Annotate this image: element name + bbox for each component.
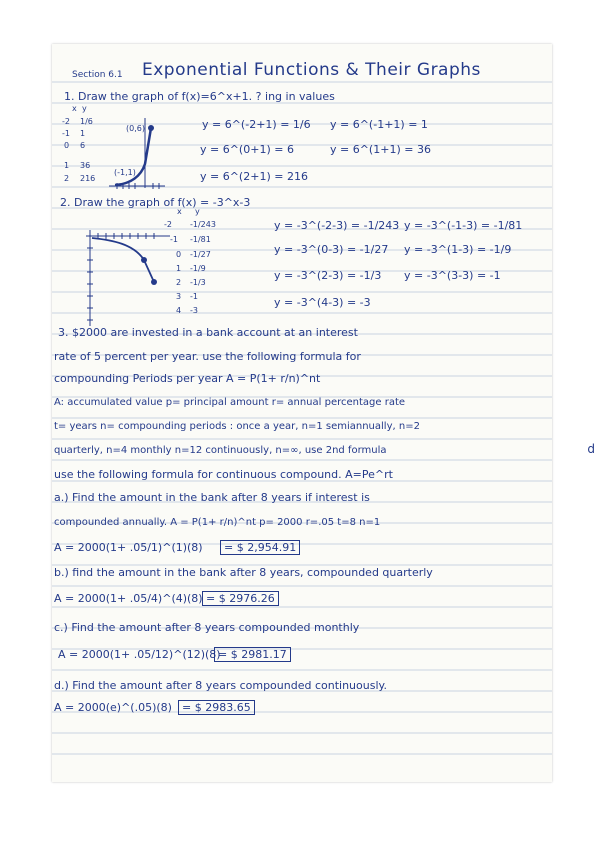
part-d-answer: = $ 2983.65 bbox=[178, 700, 255, 715]
p2-table-header-y: y bbox=[195, 207, 200, 216]
p2-point-a bbox=[141, 257, 147, 263]
p2-x-1: -1 bbox=[170, 235, 178, 244]
p3-line-4: t= years n= compounding periods : once a year, n=1 semiannually, n=2 bbox=[54, 421, 420, 432]
p2-calc-5: y = -3^(3-3) = -1 bbox=[404, 269, 501, 282]
p3-line-0: 3. $2000 are invested in a bank account at an interest bbox=[58, 326, 358, 339]
p1-table-header-y: y bbox=[82, 104, 87, 113]
p2-calc-4: y = -3^(2-3) = -1/3 bbox=[274, 269, 382, 282]
part-d-work: A = 2000(e)^(.05)(8) bbox=[54, 701, 172, 714]
p2-x-2: 0 bbox=[176, 250, 182, 259]
part-c-answer: = $ 2981.17 bbox=[214, 647, 291, 662]
p2-calc-2: y = -3^(0-3) = -1/27 bbox=[274, 243, 389, 256]
p3-line-5: quarterly, n=4 monthly n=12 continuously, n=∞, use 2nd formula bbox=[54, 445, 387, 456]
part-a-question-cont: compounded annually. A = P(1+ r/n)^nt p= 2000 r=.05 t=8 n=1 bbox=[54, 517, 381, 528]
p1-table-header-x: x bbox=[72, 104, 77, 113]
p1-y-4: 216 bbox=[80, 174, 96, 183]
p2-y-6: -3 bbox=[190, 306, 198, 315]
p1-x-2: 0 bbox=[64, 141, 70, 150]
p2-x-5: 3 bbox=[176, 292, 182, 301]
p2-y-2: -1/27 bbox=[190, 250, 211, 259]
p1-calc-4: y = 6^(2+1) = 216 bbox=[200, 170, 308, 183]
p1-x-0: -2 bbox=[62, 117, 70, 126]
section-label: Section 6.1 bbox=[72, 70, 123, 80]
p3-line-2: compounding Periods per year A = P(1+ r/n)^nt bbox=[54, 372, 321, 385]
notebook-page bbox=[52, 44, 552, 782]
problem2-prompt: 2. Draw the graph of f(x) = -3^x-3 bbox=[60, 196, 251, 209]
p2-y-0: -1/243 bbox=[190, 220, 216, 229]
part-d-question: d.) Find the amount after 8 years compounded continuously. bbox=[54, 679, 387, 692]
page-title: Exponential Functions & Their Graphs bbox=[142, 60, 481, 80]
p2-table-header-x: x bbox=[177, 207, 182, 216]
p2-calc-6: y = -3^(4-3) = -3 bbox=[274, 296, 371, 309]
p1-y-3: 36 bbox=[80, 161, 91, 170]
part-c-question: c.) Find the amount after 8 years compounded monthly bbox=[54, 621, 360, 634]
p1-x-1: -1 bbox=[62, 129, 70, 138]
p2-point-b bbox=[151, 279, 157, 285]
part-a-answer: = $ 2,954.91 bbox=[220, 540, 300, 555]
p2-calc-3: y = -3^(1-3) = -1/9 bbox=[404, 243, 512, 256]
p1-point-label-b: (-1,1) bbox=[114, 168, 136, 177]
p2-x-4: 2 bbox=[176, 278, 182, 287]
part-c-work: A = 2000(1+ .05/12)^(12)(8) bbox=[58, 648, 221, 661]
part-b-answer: = $ 2976.26 bbox=[202, 591, 279, 606]
p1-calc-0: y = 6^(-2+1) = 1/6 bbox=[202, 118, 311, 131]
problem2-graph bbox=[82, 216, 172, 328]
p1-calc-3: y = 6^(1+1) = 36 bbox=[330, 143, 431, 156]
problem1-prompt: 1. Draw the graph of f(x)=6^x+1. ? ing in values bbox=[64, 90, 335, 103]
p3-line-1: rate of 5 percent per year. use the following formula for bbox=[54, 350, 361, 363]
p2-x-0: -2 bbox=[164, 220, 172, 229]
p1-y-1: 1 bbox=[80, 129, 86, 138]
p1-y-2: 6 bbox=[80, 141, 86, 150]
p1-point-label-a: (0,6) bbox=[126, 124, 145, 133]
p1-x-3: 1 bbox=[64, 161, 70, 170]
p3-line-3: A: accumulated value p= principal amount r= annual percentage rate bbox=[54, 397, 406, 408]
p2-calc-1: y = -3^(-1-3) = -1/81 bbox=[404, 219, 523, 232]
part-b-work: A = 2000(1+ .05/4)^(4)(8) bbox=[54, 592, 203, 605]
p2-y-3: -1/9 bbox=[190, 264, 206, 273]
p1-calc-1: y = 6^(-1+1) = 1 bbox=[330, 118, 428, 131]
p2-y-4: -1/3 bbox=[190, 278, 206, 287]
part-a-work: A = 2000(1+ .05/1)^(1)(8) bbox=[54, 541, 203, 554]
p1-calc-2: y = 6^(0+1) = 6 bbox=[200, 143, 294, 156]
edge-mark: d bbox=[587, 442, 595, 456]
p3-line-6: use the following formula for continuous compound. A=Pe^rt bbox=[54, 468, 393, 481]
p2-y-1: -1/81 bbox=[190, 235, 211, 244]
p2-y-5: -1 bbox=[190, 292, 198, 301]
p1-x-4: 2 bbox=[64, 174, 70, 183]
p2-x-6: 4 bbox=[176, 306, 182, 315]
part-b-question: b.) find the amount in the bank after 8 years, compounded quarterly bbox=[54, 566, 433, 579]
p2-x-3: 1 bbox=[176, 264, 182, 273]
p1-y-0: 1/6 bbox=[80, 117, 93, 126]
p2-calc-0: y = -3^(-2-3) = -1/243 bbox=[274, 219, 400, 232]
part-a-question: a.) Find the amount in the bank after 8 years if interest is bbox=[54, 491, 370, 504]
p1-point-0-6 bbox=[148, 125, 154, 131]
